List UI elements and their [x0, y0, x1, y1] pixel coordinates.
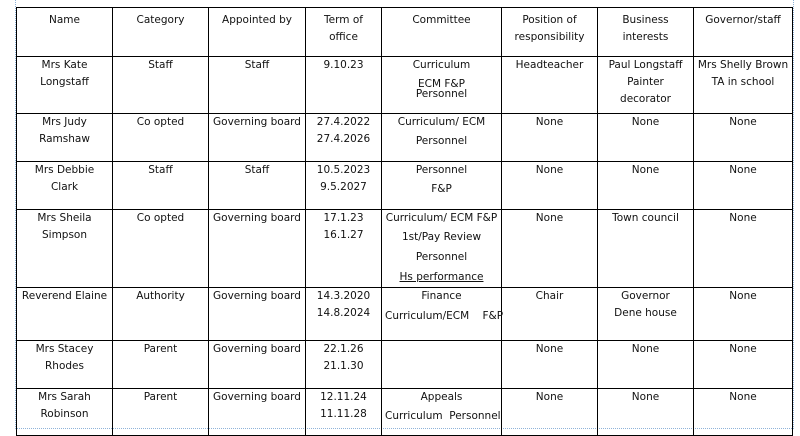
- cell-committee: [382, 114, 502, 162]
- cell-name: Mrs Judy Ramshaw: [17, 114, 113, 162]
- governor-staff-line: None: [729, 116, 757, 128]
- committee-line: Finance: [421, 290, 462, 302]
- header-appointed-by: Appointed by: [209, 8, 306, 57]
- committee-line: Curriculum Personnel: [385, 410, 501, 422]
- header-row: [17, 8, 793, 57]
- cell-category: Staff: [113, 162, 209, 210]
- business-line: None: [631, 164, 660, 176]
- cell-business: [598, 288, 694, 341]
- cell-position: None: [502, 114, 598, 162]
- cell-committee: [382, 162, 502, 210]
- governor-staff-line: None: [729, 343, 757, 355]
- committee-line: Hs performance: [399, 271, 484, 283]
- business-line: None: [631, 391, 660, 403]
- governor-staff-line: None: [729, 212, 757, 224]
- cell-term: [306, 210, 382, 288]
- cell-name: Mrs Kate Longstaff: [17, 57, 113, 114]
- committee-line: ECM F&P: [418, 78, 465, 90]
- cell-term: [306, 162, 382, 210]
- header-committee: Committee: [382, 8, 502, 57]
- cell-category: Staff: [113, 57, 209, 114]
- business-line: None: [631, 116, 660, 128]
- term-start: 12.11.24: [320, 391, 367, 403]
- cell-name: Mrs Sarah Robinson: [17, 389, 113, 436]
- cell-business: [598, 341, 694, 389]
- table-row: [17, 288, 793, 341]
- governor-staff-line: None: [729, 164, 757, 176]
- cell-business: [598, 389, 694, 436]
- table-row: [17, 114, 793, 162]
- cell-term: [306, 389, 382, 436]
- cell-governor-staff: [694, 288, 793, 341]
- header-category: Category: [113, 8, 209, 57]
- term-start: 9.10.23: [323, 59, 364, 71]
- term-start: 14.3.2020: [316, 290, 371, 302]
- committee-line: Personnel: [415, 164, 468, 176]
- committee-line: Curriculum/ ECM: [397, 116, 486, 128]
- cell-name: Reverend Elaine: [17, 288, 113, 341]
- cell-category: Parent: [113, 389, 209, 436]
- cell-committee: [382, 341, 502, 389]
- cell-category: Authority: [113, 288, 209, 341]
- header-governor-staff: Governor/staff: [694, 8, 793, 57]
- cell-term: [306, 341, 382, 389]
- term-start: 27.4.2022: [316, 116, 371, 128]
- term-start: 22.1.26: [323, 343, 364, 355]
- cell-committee: [382, 288, 502, 341]
- term-end: 14.8.2024: [316, 307, 371, 319]
- cell-appointed-by: Governing board: [209, 341, 306, 389]
- term-end: 9.5.2027: [320, 181, 367, 193]
- cell-appointed-by: Governing board: [209, 114, 306, 162]
- header-term: Term of office: [306, 8, 382, 57]
- cell-position: Chair: [502, 288, 598, 341]
- cell-appointed-by: Governing board: [209, 389, 306, 436]
- table-row: [17, 162, 793, 210]
- business-line: None: [631, 343, 660, 355]
- cell-business: [598, 57, 694, 114]
- business-line: Governor: [621, 290, 670, 302]
- term-end: 27.4.2026: [316, 133, 371, 145]
- governor-staff-line: None: [729, 290, 757, 302]
- header-name: Name: [17, 8, 113, 57]
- cell-governor-staff: [694, 389, 793, 436]
- committee-line: 1st/Pay Review Personnel: [401, 231, 482, 263]
- governor-staff-line: None: [729, 391, 757, 403]
- term-end: 11.11.28: [320, 408, 367, 420]
- business-line: Paul Longstaff: [608, 59, 683, 71]
- cell-appointed-by: Governing board: [209, 288, 306, 341]
- cell-name: Mrs Debbie Clark: [17, 162, 113, 210]
- cell-name: Mrs Sheila Simpson: [17, 210, 113, 288]
- cell-governor-staff: [694, 341, 793, 389]
- committee-line: Curriculum: [412, 59, 471, 71]
- table-row: [17, 341, 793, 389]
- cell-appointed-by: Staff: [209, 57, 306, 114]
- cell-position: Headteacher: [502, 57, 598, 114]
- committee-line: Personnel: [415, 88, 468, 100]
- business-line: Dene house: [614, 307, 677, 319]
- header-position: Position of responsibility: [502, 8, 598, 57]
- cell-governor-staff: [694, 210, 793, 288]
- cell-business: [598, 114, 694, 162]
- cell-category: Co opted: [113, 114, 209, 162]
- term-start: 10.5.2023: [316, 164, 371, 176]
- cell-business: [598, 210, 694, 288]
- cell-business: [598, 162, 694, 210]
- cell-position: None: [502, 210, 598, 288]
- cell-name: Mrs Stacey Rhodes: [17, 341, 113, 389]
- cell-category: Parent: [113, 341, 209, 389]
- cell-term: [306, 288, 382, 341]
- governor-staff-line: TA in school: [711, 76, 775, 88]
- committee-line: Curriculum/ ECM F&P: [385, 212, 498, 224]
- cell-governor-staff: [694, 114, 793, 162]
- cell-appointed-by: Governing board: [209, 210, 306, 288]
- header-business: Business interests: [598, 8, 694, 57]
- cell-appointed-by: Staff: [209, 162, 306, 210]
- cell-position: None: [502, 389, 598, 436]
- table-row: [17, 57, 793, 114]
- table-row: [17, 210, 793, 288]
- term-end: 16.1.27: [323, 229, 364, 241]
- term-start: 17.1.23: [323, 212, 364, 224]
- governor-staff-line: Mrs Shelly Brown: [697, 59, 789, 71]
- committee-line: Curriculum/ECM F&P: [385, 310, 504, 322]
- cell-committee: [382, 389, 502, 436]
- cell-governor-staff: [694, 57, 793, 114]
- cell-committee: [382, 57, 502, 114]
- table-row: [17, 389, 793, 436]
- term-end: 21.1.30: [323, 360, 364, 372]
- cell-term: [306, 57, 382, 114]
- cell-committee: [382, 210, 502, 288]
- cell-category: Co opted: [113, 210, 209, 288]
- governors-table: [16, 7, 793, 436]
- committee-line: Personnel: [415, 135, 468, 147]
- business-line: Town council: [612, 212, 679, 224]
- cell-governor-staff: [694, 162, 793, 210]
- committee-line: Appeals: [420, 391, 463, 403]
- committee-line: F&P: [431, 183, 452, 195]
- cell-position: None: [502, 162, 598, 210]
- cell-term: [306, 114, 382, 162]
- business-line: Painter decorator: [620, 76, 671, 105]
- cell-position: None: [502, 341, 598, 389]
